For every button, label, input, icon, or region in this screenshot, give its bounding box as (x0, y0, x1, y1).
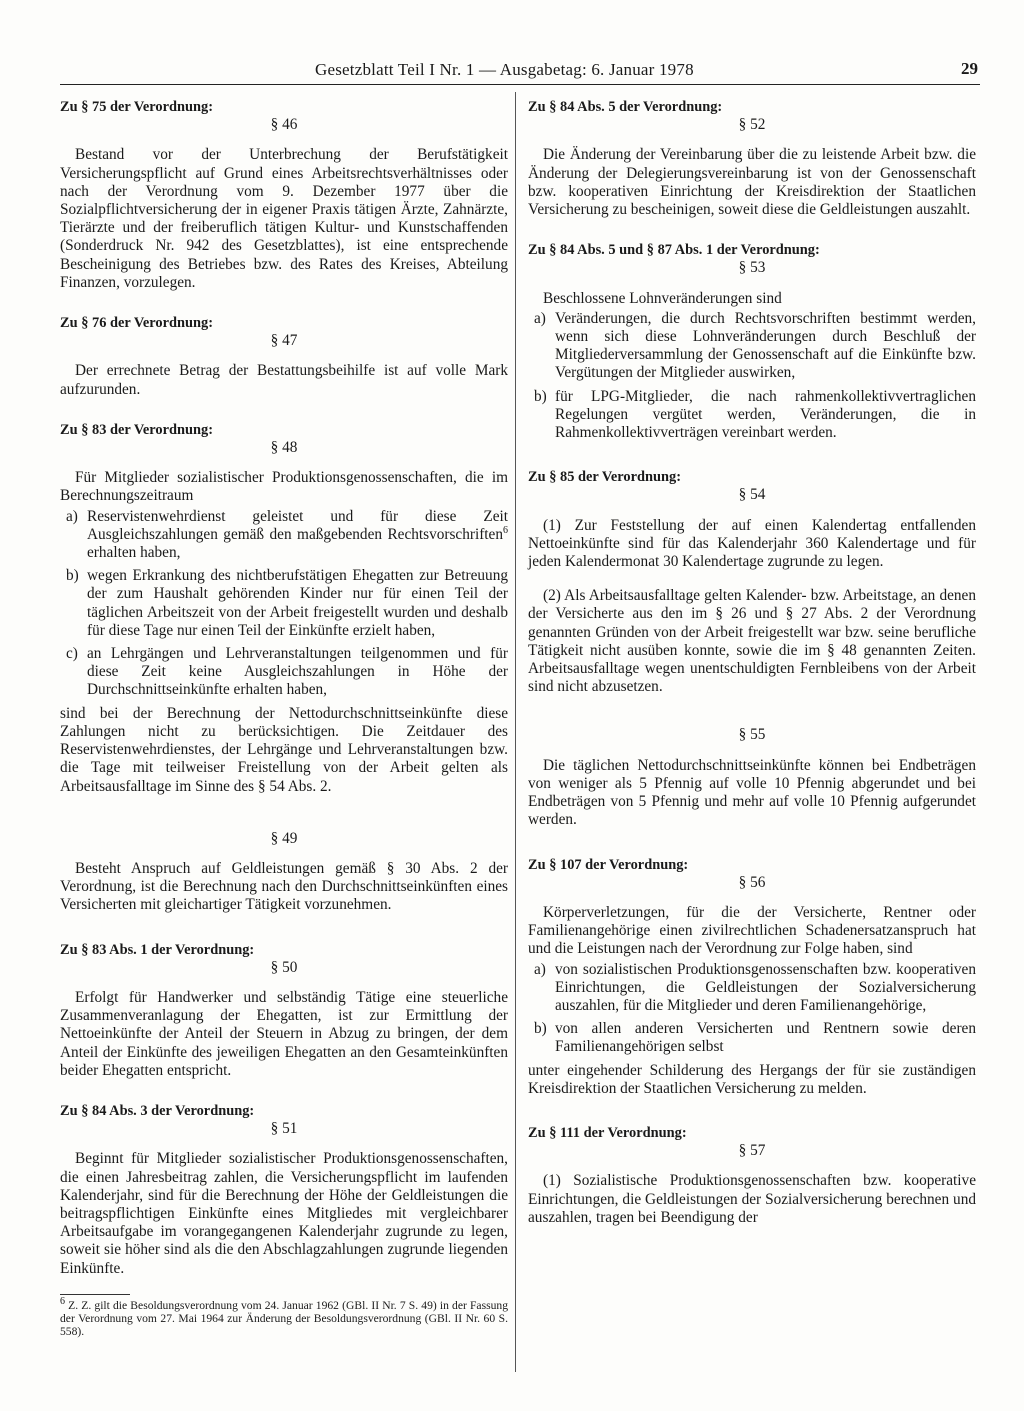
paragraph-text: Bestand vor der Unterbrechung der Berufstätigkeit Versicherungspflicht auf Grund eines Arbeitsrechtsverhältnisses oder nach der Verordnung vom 9. Dezember 1977 über die Sozialpflichtversicherung der in eigener Praxis tätigen Ärzte, Zahnärzte, Tierärzte und der freiberuflich tätigen Kultur- und Kunstschaffenden (Sonderdruck Nr. 942 des Gesetzblattes), ist eine entsprechende Bescheinigung des Betriebes bzw. des Rates des Kreises, Abteilung Finanzen, vorzulegen. (60, 146, 508, 291)
section-heading: Zu § 107 der Verordnung: (528, 856, 689, 873)
paragraph-number: § 57 (738, 1142, 766, 1160)
footnote-rule (60, 1294, 130, 1295)
list-item-label: a) (534, 309, 546, 327)
section-55 (528, 726, 976, 829)
section-54 (528, 468, 976, 696)
list-item-label: b) (534, 1020, 547, 1038)
left-column (60, 98, 508, 1338)
paragraph-text: Die täglichen Nettodurchschnittseinkünfte können bei Endbeträgen von weniger als 5 Pfennig auf volle 10 Pfennig abgerundet und bei Endbeträgen von 5 Pfennig und mehr auf volle 10 Pfennig aufgerundet werden. (528, 756, 976, 829)
list-item-text: für LPG-Mitglieder, die nach rahmenkollektivvertraglichen Regelungen vergütet werden, Veränderungen, die in Rahmenkollektivverträgen vereinbart werden. (555, 387, 976, 442)
list-item (528, 1020, 976, 1056)
paragraph-intro: Körperverletzungen, für die der Versicherte, Rentner oder Familienangehörige einen zivilrechtlichen Schadenersatzanspruch hat und die Leistungen nach der Verordnung zur Folge haben, sind (528, 903, 976, 958)
paragraph-text-1: (1) Zur Feststellung der auf einen Kalendertag entfallenden Nettoeinkünfte sind für das Kalenderjahr 360 Kalendertage und für jeden Kalendermonat 30 Kalendertage zugrunde zu legen. (528, 516, 976, 571)
section-heading: Zu § 76 der Verordnung: (60, 315, 214, 332)
paragraph-number: § 55 (738, 726, 766, 744)
footnote-text: Z. Z. gilt die Besoldungsverordnung vom 24. Januar 1962 (GBl. II Nr. 7 S. 49) in der Fassung der Verordnung vom 27. Mai 1964 zur Änderung der Besoldungsverordnung (GBl. II Nr. 60 S. 558). (60, 1298, 508, 1338)
list-item-text: von sozialistischen Produktionsgenossenschaften bzw. kooperativen Einrichtungen, die Geldleistungen der Sozialversicherung auszahlen, für die Mitglieder und deren Familienangehörige, (555, 960, 976, 1014)
paragraph-intro: Beschlossene Lohnveränderungen sind (543, 289, 782, 307)
section-heading: Zu § 84 Abs. 5 der Verordnung: (528, 99, 723, 115)
list-item (528, 961, 976, 1016)
paragraph-text: (1) Sozialistische Produktionsgenossenschaften bzw. kooperative Einrichtungen, die Geldleistungen der Sozialversicherung berechnen und auszahlen, tragen bei Beendigung der (528, 1172, 976, 1226)
column-divider (515, 92, 516, 1372)
enumerated-list (528, 310, 976, 442)
section-57 (528, 1124, 976, 1227)
footnote-reference: 6 (503, 524, 508, 536)
enumerated-list (528, 961, 976, 1057)
page-number: 29 (961, 59, 978, 78)
paragraph-outro: unter eingehender Schilderung des Hergangs der für sie zuständigen Kreisdirektion der Staatlichen Versicherung zu melden. (528, 1061, 976, 1097)
right-column (528, 98, 976, 1227)
section-heading: Zu § 85 der Verordnung: (528, 469, 682, 486)
section-52 (528, 98, 976, 219)
list-item-label: b) (66, 567, 79, 585)
list-item-text-part: Reservistenwehrdienst geleistet und für diese Zeit Ausgleichszahlungen gemäß den maßgebenden Rechtsvorschriften (87, 507, 508, 543)
footnote-mark: 6 (60, 1295, 65, 1307)
list-item-label: c) (66, 645, 78, 663)
paragraph-text-2: (2) Als Arbeitsausfalltage gelten Kalender- bzw. Arbeitstage, an denen der Versicherte aus den im § 26 und § 27 Abs. 2 der Verordnung genannten Gründen von der Arbeit freigestellt war bzw. seine berufliche Tätigkeit nicht ausüben konnte, sowie die im § 48 genannten Zeiten. Arbeitsausfalltage wegen unentschuldigten Fernbleibens von der Arbeit sind nicht abzusetzen. (528, 587, 976, 696)
list-item (60, 508, 508, 563)
paragraph-text: Beginnt für Mitglieder sozialistischer Produktionsgenossenschaften, die einen Jahresbeitrag zahlen, die Versicherungspflicht im laufenden Kalenderjahr, sind für die Berechnung der Höhe der Geldleistungen die beitragspflichtigen Einkünfte eines Mitgliedes mit vergleichbarer Arbeitsaufgabe im vorangegangenen Kalenderjahr zugrunde zu legen, soweit sie höher sind als die den Abschlagzahlungen zugrunde liegenden Einkünfte. (60, 1150, 508, 1277)
section-53 (528, 241, 976, 442)
paragraph-outro: sind bei der Berechnung der Nettodurchschnittseinkünfte diese Zahlungen nicht zu berücksichtigen. Die Zeitdauer des Reservistenwehrdienstes, der Lehrgänge und Lehrveranstaltungen bzw. die Tage mit teilweiser Freistellung von der Arbeit gelten als Arbeitsausfalltage im Sinne des § 54 Abs. 2. (60, 704, 508, 795)
paragraph-text: Besteht Anspruch auf Geldleistungen gemäß § 30 Abs. 2 der Verordnung, ist die Berechnung nach den Durchschnittseinkünften eines Versicherten mit gleichartiger Tätigkeit vorzunehmen. (60, 859, 508, 914)
footnotes (60, 1294, 508, 1338)
list-item (60, 645, 508, 700)
paragraph-number: § 49 (270, 829, 298, 847)
section-51 (60, 1102, 508, 1278)
paragraph-number: § 50 (270, 958, 298, 976)
paragraph-number: § 51 (270, 1120, 298, 1138)
section-56 (528, 856, 976, 1098)
list-item-label: a) (66, 507, 78, 525)
paragraph-number: § 48 (270, 439, 298, 457)
section-heading: Zu § 83 Abs. 1 der Verordnung: (60, 941, 255, 958)
paragraph-number: § 54 (738, 486, 766, 504)
list-item-text: wegen Erkrankung des nichtberufstätigen Ehegatten zur Betreuung der zum Haushalt gehörenden Kinder nur für einen Teil der täglichen Arbeitszeit von der Arbeit freigestellt wurden und deshalb für diese Tage nur einen Teil der Einkünfte erzielt haben, (87, 567, 508, 639)
list-item-label: a) (534, 960, 546, 978)
paragraph-intro: Für Mitglieder sozialistischer Produktionsgenossenschaften, die im Berechnungszeitraum (60, 469, 508, 505)
paragraph-text: Die Änderung der Vereinbarung über die zu leistende Arbeit bzw. die Änderung der Delegierungsvereinbarung ist von der Genossenschaft bzw. kooperativen Einrichtung der Kreisdirektion der Staatlichen Versicherung zu bescheinigen, soweit diese die Geldleistungen auszahlt. (528, 146, 976, 219)
paragraph-number: § 47 (270, 332, 298, 350)
section-heading: Zu § 111 der Verordnung: (528, 1124, 687, 1141)
footnote (60, 1295, 508, 1338)
paragraph-number: § 52 (738, 116, 766, 134)
section-heading: Zu § 75 der Verordnung: (60, 99, 214, 115)
section-49 (60, 830, 508, 915)
section-46 (60, 98, 508, 292)
list-item (528, 388, 976, 443)
list-item-text: an Lehrgängen und Lehrveranstaltungen teilgenommen und für diese Zeit keine Ausgleichszahlungen in Höhe der Durchschnittseinkünfte erhalten haben, (87, 645, 508, 699)
section-50 (60, 941, 508, 1080)
list-item (528, 310, 976, 383)
paragraph-text: Erfolgt für Handwerker und selbständig Tätige eine steuerliche Zusammenveranlagung der Ehegatten, ist zur Ermittlung der Nettoeinkünfte der Anteil der Steuern in Abzug zu bringen, der dem Anteil der Einkünfte des jeweiligen Ehegatten an den Gesamteinkünften beider Ehegatten entspricht. (60, 988, 508, 1079)
list-item-text: von allen anderen Versicherten und Rentnern sowie deren Familienangehörigen selbst (555, 1020, 976, 1056)
list-item-label: b) (534, 387, 547, 405)
page-header (60, 60, 980, 85)
section-heading: Zu § 84 Abs. 3 der Verordnung: (60, 1102, 255, 1119)
paragraph-number: § 56 (738, 873, 766, 891)
enumerated-list (60, 508, 508, 700)
paragraph-number: § 46 (270, 116, 298, 134)
section-48 (60, 421, 508, 796)
list-item-text: Veränderungen, die durch Rechtsvorschriften bestimmt werden, wenn sich diese Lohnveränderungen durch Beschluß der Mitgliederversammlung der Genossenschaft auf die Einkünfte bzw. Vergütungen der Mitglieder auswirken, (555, 309, 976, 382)
section-47 (60, 314, 508, 399)
list-item (60, 567, 508, 640)
header-title: Gesetzblatt Teil I Nr. 1 — Ausgabetag: 6. Januar 1978 (315, 60, 694, 79)
list-item-text (87, 508, 508, 563)
paragraph-number: § 53 (738, 259, 766, 277)
section-heading: Zu § 83 der Verordnung: (60, 421, 214, 438)
section-heading: Zu § 84 Abs. 5 und § 87 Abs. 1 der Verordnung: (528, 242, 820, 259)
list-item-text-part: erhalten haben, (87, 544, 181, 562)
paragraph-text: Der errechnete Betrag der Bestattungsbeihilfe ist auf volle Mark aufzurunden. (60, 362, 508, 398)
